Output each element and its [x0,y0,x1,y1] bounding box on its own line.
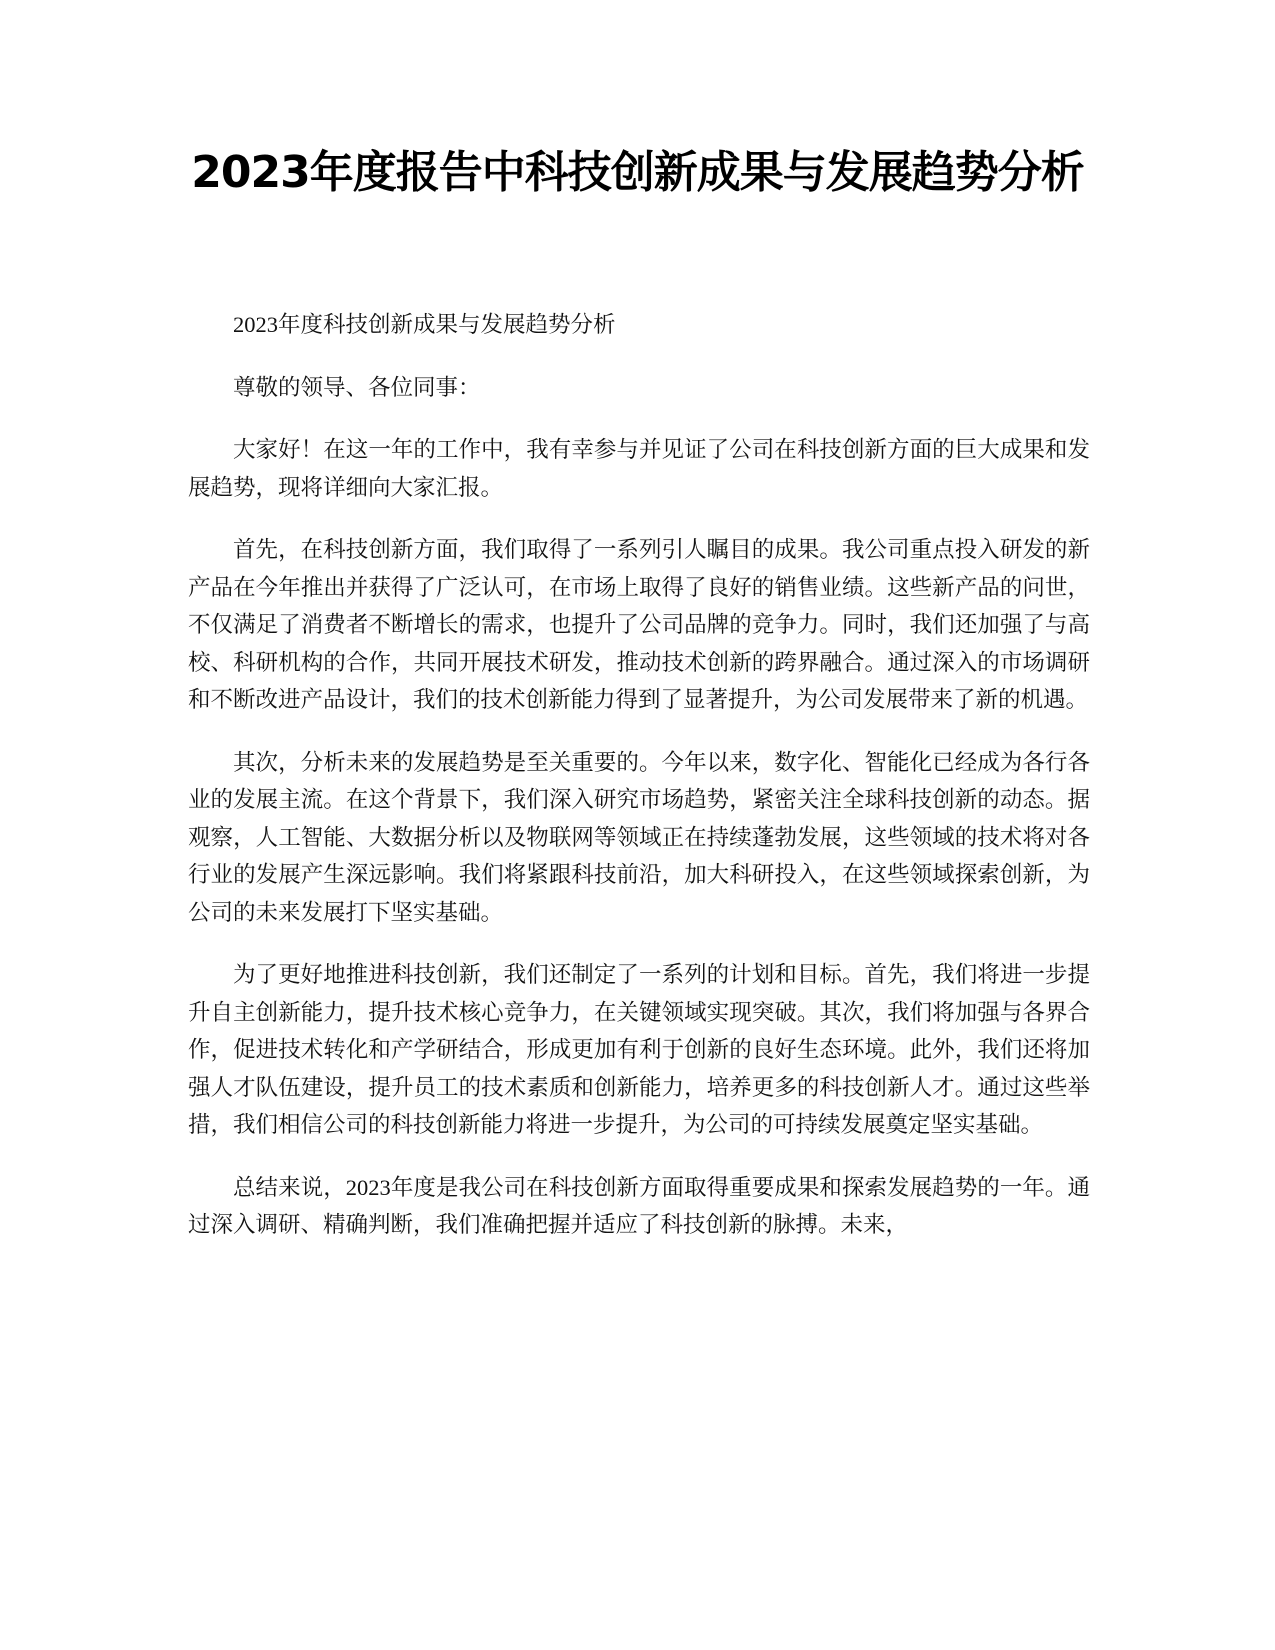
subtitle-paragraph: 2023年度科技创新成果与发展趋势分析 [233,312,616,337]
document-body [188,306,1090,1269]
body-paragraph: 首先，在科技创新方面，我们取得了一系列引人瞩目的成果。我公司重点投入研发的新产品在今年推出并获得了广泛认可，在市场上取得了良好的销售业绩。这些新产品的问世，不仅满足了消费者不断增长的需求，也提升了公司品牌的竞争力。同时，我们还加强了与高校、科研机构的合作，共同开展技术研发，推动技术创新的跨界融合。通过深入的市场调研和不断改进产品设计，我们的技术创新能力得到了显著提升，为公司发展带来了新的机遇。 [188,537,1090,712]
body-paragraph: 其次，分析未来的发展趋势是至关重要的。今年以来，数字化、智能化已经成为各行各业的发展主流。在这个背景下，我们深入研究市场趋势，紧密关注全球科技创新的动态。据观察，人工智能、大数据分析以及物联网等领域正在持续蓬勃发展，这些领域的技术将对各行业的发展产生深远影响。我们将紧跟科技前沿，加大科研投入，在这些领域探索创新，为公司的未来发展打下坚实基础。 [188,749,1090,925]
body-paragraph: 为了更好地推进科技创新，我们还制定了一系列的计划和目标。首先，我们将进一步提升自主创新能力，提升技术核心竞争力，在关键领域实现突破。其次，我们将加强与各界合作，促进技术转化和产学研结合，形成更加有利于创新的良好生态环境。此外，我们还将加强人才队伍建设，提升员工的技术素质和创新能力，培养更多的科技创新人才。通过这些举措，我们相信公司的科技创新能力将进一步提升，为公司的可持续发展奠定坚实基础。 [188,962,1090,1137]
document-title: 2023年度报告中科技创新成果与发展趋势分析 [191,147,1084,198]
salutation-paragraph: 尊敬的领导、各位同事： [233,374,481,400]
body-paragraph: 总结来说，2023年度是我公司在科技创新方面取得重要成果和探索发展趋势的一年。通过深入调研、精确判断，我们准确把握并适应了科技创新的脉搏。未来， [188,1174,1090,1237]
body-paragraph: 大家好！在这一年的工作中，我有幸参与并见证了公司在科技创新方面的巨大成果和发展趋势，现将详细向大家汇报。 [188,437,1090,500]
